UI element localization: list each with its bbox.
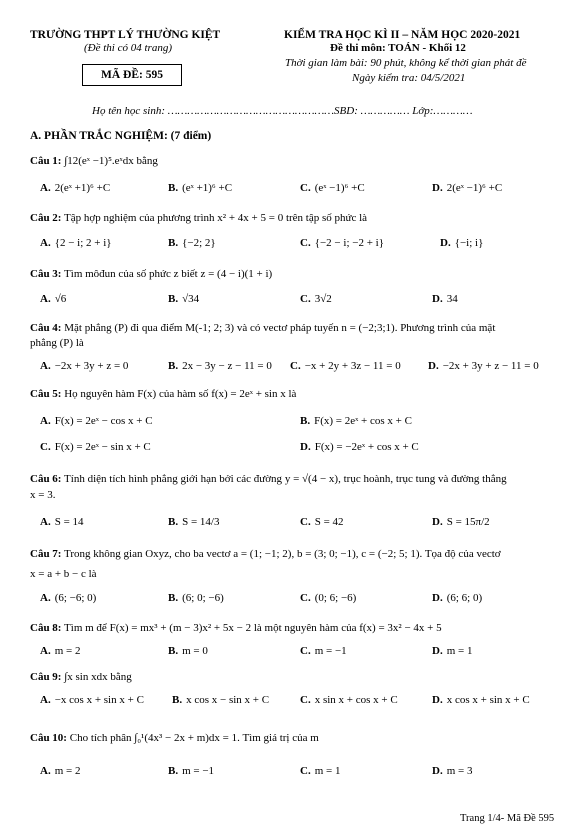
exam-date: Ngày kiểm tra: 04/5/2021 bbox=[352, 72, 466, 84]
option-d[interactable]: D. F(x) = −2eˣ + cos x + C bbox=[300, 441, 419, 453]
option-d[interactable]: D. m = 1 bbox=[432, 645, 473, 657]
option-b[interactable]: B. S = 14/3 bbox=[168, 516, 220, 528]
option-b[interactable]: B. m = 0 bbox=[168, 645, 208, 657]
question-formula: ∫12(eˣ −1)⁵.eˣdx bbox=[64, 155, 134, 167]
option-b[interactable]: B. 2x − 3y − z − 11 = 0 bbox=[168, 360, 272, 372]
question-3: Câu 3: Tìm môđun của số phức z biết z = (4 − i)(1 + i) bbox=[30, 268, 273, 280]
student-info-line: Họ tên học sinh: ……………………………………………SBD: …………… Lớp:………… bbox=[92, 105, 473, 117]
section-title: A. PHẦN TRẮC NGHIỆM: (7 điểm) bbox=[30, 130, 212, 142]
option-a[interactable]: A. m = 2 bbox=[40, 765, 81, 777]
option-c[interactable]: C. (0; 6; −6) bbox=[300, 592, 357, 604]
question-text: bằng bbox=[136, 155, 158, 167]
option-c[interactable]: C. m = 1 bbox=[300, 765, 341, 777]
option-b[interactable]: B. √34 bbox=[168, 293, 200, 305]
option-d[interactable]: D. (6; 6; 0) bbox=[432, 592, 483, 604]
option-a[interactable]: A. {2 − i; 2 + i} bbox=[40, 237, 112, 249]
option-a[interactable]: A. S = 14 bbox=[40, 516, 84, 528]
question-9: Câu 9: ∫x sin xdx bằng bbox=[30, 671, 132, 683]
option-c[interactable]: C. F(x) = 2eˣ − sin x + C bbox=[40, 441, 151, 453]
option-c[interactable]: C. (eˣ −1)⁶ +C bbox=[300, 182, 365, 194]
question-5: Câu 5: Họ nguyên hàm F(x) của hàm số f(x) = 2eˣ + sin x là bbox=[30, 388, 297, 400]
exam-code-box: MÃ ĐỀ: 595 bbox=[82, 64, 182, 86]
question-2: Câu 2: Tập hợp nghiệm của phương trình x² + 4x + 5 = 0 trên tập số phức là bbox=[30, 212, 368, 224]
pages-note: (Đề thi có 04 trang) bbox=[84, 42, 172, 54]
option-b[interactable]: B. {−2; 2} bbox=[168, 237, 216, 249]
option-b[interactable]: B. x cos x − sin x + C bbox=[172, 694, 270, 706]
question-8: Câu 8: Tìm m để F(x) = mx³ + (m − 3)x² + 5x − 2 là một nguyên hàm của f(x) = 3x² − 4x + 5 bbox=[30, 622, 442, 634]
option-b[interactable]: B. m = −1 bbox=[168, 765, 215, 777]
option-a[interactable]: A. F(x) = 2eˣ − cos x + C bbox=[40, 415, 153, 427]
exam-subject: Đề thi môn: TOÁN - Khối 12 bbox=[330, 42, 466, 54]
option-b[interactable]: B. (6; 0; −6) bbox=[168, 592, 224, 604]
question-10: Câu 10: Cho tích phân ∫₀¹(4x³ − 2x + m)dx = 1. Tìm giá trị của m bbox=[30, 732, 319, 744]
question-4: Câu 4: Mặt phẳng (P) đi qua điểm M(-1; 2; 3) và có vectơ pháp tuyến n = (−2;3;1). Phương trình của mặt bbox=[30, 322, 496, 334]
option-d[interactable]: D. S = 15π/2 bbox=[432, 516, 490, 528]
option-c[interactable]: C. −x + 2y + 3z − 11 = 0 bbox=[290, 360, 401, 372]
option-a[interactable]: A. −2x + 3y + z = 0 bbox=[40, 360, 129, 372]
question-6: Câu 6: Tính diện tích hình phẳng giới hạn bởi các đường y = √(4 − x), trục hoành, trục tung và đường thẳng bbox=[30, 473, 507, 485]
option-d[interactable]: D. x cos x + sin x + C bbox=[432, 694, 530, 706]
school-name: TRƯỜNG THPT LÝ THƯỜNG KIỆT bbox=[30, 29, 221, 41]
option-a[interactable]: A. (6; −6; 0) bbox=[40, 592, 97, 604]
option-d[interactable]: D. −2x + 3y + z − 11 = 0 bbox=[428, 360, 539, 372]
question-label: Câu 1: bbox=[30, 155, 62, 167]
exam-time: Thời gian làm bài: 90 phút, không kể thời gian phát đề bbox=[285, 57, 527, 69]
option-c[interactable]: C. S = 42 bbox=[300, 516, 344, 528]
question-1 bbox=[30, 155, 158, 169]
option-d[interactable]: D. 34 bbox=[432, 293, 458, 305]
option-d[interactable]: D. {−i; i} bbox=[440, 237, 484, 249]
option-d[interactable]: D. m = 3 bbox=[432, 765, 473, 777]
option-b[interactable]: B. (eˣ +1)⁶ +C bbox=[168, 182, 233, 194]
option-c[interactable]: C. {−2 − i; −2 + i} bbox=[300, 237, 384, 249]
option-b[interactable]: B. F(x) = 2eˣ + cos x + C bbox=[300, 415, 412, 427]
question-7: Câu 7: Trong không gian Oxyz, cho ba vectơ a = (1; −1; 2), b = (3; 0; −1), c = (−2; 5; 1). Tọa độ của vectơ bbox=[30, 548, 501, 560]
page-footer: Trang 1/4- Mã Đề 595 bbox=[460, 813, 555, 824]
option-a[interactable]: A. −x cos x + sin x + C bbox=[40, 694, 144, 706]
option-a[interactable]: A. √6 bbox=[40, 293, 67, 305]
option-a[interactable]: A. m = 2 bbox=[40, 645, 81, 657]
question-6-line2: x = 3. bbox=[30, 489, 56, 501]
question-7-line2: x = a + b − c là bbox=[30, 568, 97, 580]
option-c[interactable]: C. 3√2 bbox=[300, 293, 332, 305]
option-a[interactable]: A. 2(eˣ +1)⁶ +C bbox=[40, 182, 111, 194]
option-d[interactable]: D. 2(eˣ −1)⁶ +C bbox=[432, 182, 503, 194]
option-c[interactable]: C. x sin x + cos x + C bbox=[300, 694, 398, 706]
exam-title: KIỂM TRA HỌC KÌ II – NĂM HỌC 2020-2021 bbox=[284, 29, 521, 41]
option-c[interactable]: C. m = −1 bbox=[300, 645, 347, 657]
question-4-line2: phẳng (P) là bbox=[30, 337, 84, 349]
